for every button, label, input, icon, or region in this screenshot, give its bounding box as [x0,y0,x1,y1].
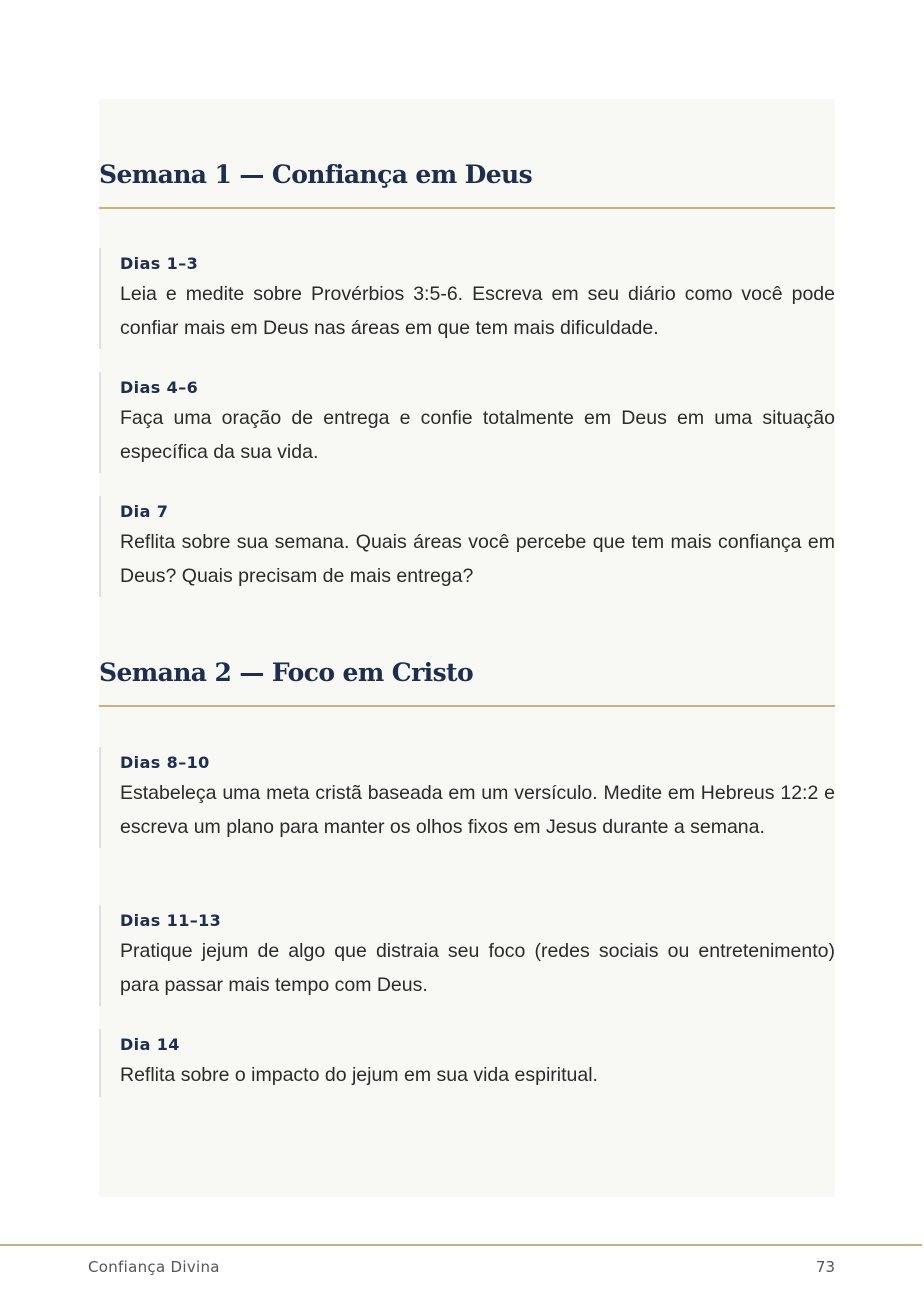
week-1-entry-2 [99,372,835,473]
week-1-entry-1 [99,248,835,349]
week-1-title: Semana 1 — Confiança em Deus [99,160,533,189]
page-number: 73 [815,1258,835,1276]
entry-day-label: Dias 8–10 [120,753,210,772]
week-2-title: Semana 2 — Foco em Cristo [99,658,474,687]
entry-text: Faça uma oração de entrega e confie totalmente em Deus em uma situação específica da sua vida. [120,407,835,463]
footer-divider [0,1244,922,1246]
week-2-entry-1 [99,747,835,848]
entry-day-label: Dia 14 [120,1035,180,1054]
entry-text: Reflita sobre o impacto do jejum em sua vida espiritual. [120,1064,598,1086]
week-1-divider [99,207,835,209]
week-2-divider [99,705,835,707]
entry-text: Estabeleça uma meta cristã baseada em um versículo. Medite em Hebreus 12:2 e escreva um plano para manter os olhos fixos em Jesus durante a semana. [120,782,835,838]
entry-text: Pratique jejum de algo que distraia seu foco (redes sociais ou entretenimento) para passar mais tempo com Deus. [120,940,835,996]
entry-day-label: Dia 7 [120,502,169,521]
entry-day-label: Dias 4–6 [120,378,199,397]
week-2-entry-2 [99,905,835,1006]
entry-text: Reflita sobre sua semana. Quais áreas você percebe que tem mais confiança em Deus? Quais precisam de mais entrega? [120,531,835,587]
week-1-entry-3 [99,496,835,597]
entry-day-label: Dias 1–3 [120,254,199,273]
entry-text: Leia e medite sobre Provérbios 3:5-6. Escreva em seu diário como você pode confiar mais em Deus nas áreas em que tem mais dificuldade. [120,283,835,339]
week-2-entry-3 [99,1029,835,1097]
footer-book-title: Confiança Divina [88,1258,220,1276]
entry-day-label: Dias 11–13 [120,911,222,930]
